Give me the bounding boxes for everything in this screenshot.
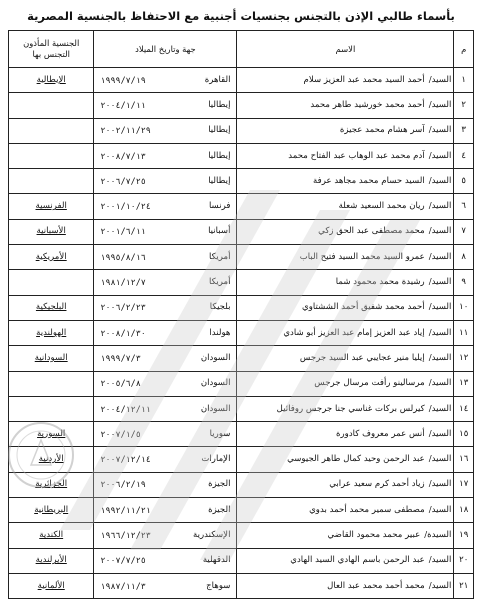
honorific: السيد/ xyxy=(428,428,452,439)
nationality: الأردنية xyxy=(38,454,64,465)
table-row xyxy=(9,270,474,295)
row-name-cell xyxy=(237,194,454,219)
table-row xyxy=(9,68,474,93)
honorific: السيد/ xyxy=(428,403,452,414)
honorific: السيد/ xyxy=(428,150,452,161)
honorific: السيد/ xyxy=(428,99,452,110)
person-name: محمد أحمد محمد عبد العال xyxy=(327,580,425,591)
row-number: ١ xyxy=(454,68,474,93)
row-nationality-cell xyxy=(9,396,94,421)
birth-place: فرنسا xyxy=(208,201,231,212)
row-name-cell xyxy=(237,219,454,244)
row-nationality-cell xyxy=(9,422,94,447)
birth-place: أمريكا xyxy=(208,251,231,262)
birth-place: أمريكا xyxy=(208,277,231,288)
honorific: السيد/ xyxy=(428,555,452,566)
row-name-cell xyxy=(237,472,454,497)
row-birth-cell xyxy=(94,245,237,270)
table-row xyxy=(9,548,474,573)
birth-date: ٢٠٠١/١٠/٢٤ xyxy=(100,201,151,212)
table-row xyxy=(9,169,474,194)
nationality: السورية xyxy=(37,428,66,439)
row-nationality-cell xyxy=(9,523,94,548)
person-name: أنس عمر معروف كادورة xyxy=(336,428,425,439)
honorific: السيد/ xyxy=(428,352,452,363)
row-number: ١٤ xyxy=(454,396,474,421)
nationality: الأيرلندية xyxy=(35,555,67,566)
birth-date: ٢٠٠٤/١٢/١١ xyxy=(100,403,151,414)
birth-date: ٢٠٠١/٦/١١ xyxy=(100,226,146,237)
row-nationality-cell xyxy=(9,573,94,598)
header-num: م xyxy=(454,31,474,68)
roster-table xyxy=(8,30,474,599)
row-name-cell xyxy=(237,346,454,371)
birth-date: ٢٠٠٢/١١/٢٩ xyxy=(100,125,151,136)
row-birth-cell xyxy=(94,422,237,447)
table-row xyxy=(9,194,474,219)
table-header-row xyxy=(9,31,474,68)
birth-date: ١٩٦٦/١٢/٢٣ xyxy=(100,529,151,540)
header-birth: جهة وتاريخ الميلاد xyxy=(94,31,237,68)
row-number: ١٦ xyxy=(454,447,474,472)
row-number: ١٣ xyxy=(454,371,474,396)
person-name: رشيدة محمد محمود شما xyxy=(335,277,425,288)
row-number: ١٨ xyxy=(454,498,474,523)
honorific: السيد/ xyxy=(428,504,452,515)
row-number: ٢ xyxy=(454,93,474,118)
row-birth-cell xyxy=(94,346,237,371)
birth-place: السودان xyxy=(200,378,231,389)
row-number: ١٥ xyxy=(454,422,474,447)
person-name: السيد حسام محمد مجاهد عرفة xyxy=(313,175,425,186)
row-nationality-cell xyxy=(9,194,94,219)
nationality: الأمريكية xyxy=(35,251,67,262)
table-row xyxy=(9,295,474,320)
row-number: ٦ xyxy=(454,194,474,219)
person-name: مرسالينو رأفت مرسال جرجس xyxy=(314,378,425,389)
row-number: ٤ xyxy=(454,143,474,168)
birth-place: سوريا xyxy=(209,428,231,439)
birth-place: الجيزة xyxy=(208,479,231,490)
birth-place: القاهرة xyxy=(204,74,231,85)
row-number: ٧ xyxy=(454,219,474,244)
nationality: الكندية xyxy=(39,529,64,540)
birth-date: ٢٠٠٨/٧/١٣ xyxy=(100,150,146,161)
birth-place: الجيزة xyxy=(208,504,231,515)
nationality: الجزائرية xyxy=(35,479,68,490)
table-row xyxy=(9,371,474,396)
birth-place: سوهاج xyxy=(206,580,231,591)
row-nationality-cell xyxy=(9,320,94,345)
birth-date: ٢٠٠٧/١٢/١٤ xyxy=(100,454,151,465)
row-nationality-cell xyxy=(9,346,94,371)
row-birth-cell xyxy=(94,371,237,396)
person-name: أحمد محمد شفيق أحمد الششتاوي xyxy=(302,302,425,313)
birth-place: هولندا xyxy=(209,327,231,338)
person-name: آسر هشام محمد عجيزة xyxy=(339,125,425,136)
honorific: السيدة/ xyxy=(424,529,452,540)
table-row xyxy=(9,93,474,118)
row-birth-cell xyxy=(94,93,237,118)
birth-place: أسبانيا xyxy=(208,226,231,237)
table-row xyxy=(9,219,474,244)
honorific: السيد/ xyxy=(428,226,452,237)
person-name: زياد أحمد كرم سعيد عرابي xyxy=(329,479,425,490)
row-name-cell xyxy=(237,573,454,598)
row-number: ٥ xyxy=(454,169,474,194)
table-row xyxy=(9,118,474,143)
person-name: آدم محمد عبد الوهاب عبد الفتاح محمد xyxy=(288,150,425,161)
header-name: الاسم xyxy=(237,31,454,68)
table-row xyxy=(9,498,474,523)
row-birth-cell xyxy=(94,118,237,143)
roster-body xyxy=(9,68,474,599)
person-name: إياد عبد العزيز إمام عبد العزيز أبو شادي xyxy=(283,327,425,338)
birth-date: ٢٠٠٦/٧/٢٥ xyxy=(100,175,146,186)
row-nationality-cell xyxy=(9,219,94,244)
honorific: السيد/ xyxy=(428,125,452,136)
birth-place: الدقهلية xyxy=(202,555,231,566)
row-birth-cell xyxy=(94,498,237,523)
table-row xyxy=(9,573,474,598)
honorific: السيد/ xyxy=(428,175,452,186)
birth-date: ٢٠٠٥/٦/٨ xyxy=(100,378,141,389)
nationality: الفرنسية xyxy=(35,201,67,212)
birth-date: ١٩٩٥/٨/١٦ xyxy=(100,251,146,262)
honorific: السيد/ xyxy=(428,201,452,212)
birth-place: السودان xyxy=(200,352,231,363)
person-name: ريان محمد السعيد شعلة xyxy=(338,201,425,212)
birth-date: ٢٠٠٧/٧/٢٥ xyxy=(100,555,146,566)
birth-date: ٢٠٠٨/١/٣٠ xyxy=(100,327,146,338)
row-birth-cell xyxy=(94,270,237,295)
row-name-cell xyxy=(237,143,454,168)
table-row xyxy=(9,245,474,270)
person-name: أحمد محمد خورشيد طاهر محمد xyxy=(310,99,425,110)
table-row xyxy=(9,422,474,447)
honorific: السيد/ xyxy=(428,251,452,262)
row-name-cell xyxy=(237,523,454,548)
row-nationality-cell xyxy=(9,270,94,295)
honorific: السيد/ xyxy=(428,378,452,389)
row-name-cell xyxy=(237,422,454,447)
person-name: أحمد السيد محمد عبد العزيز سلام xyxy=(303,74,425,85)
birth-date: ١٩٨١/١٢/٧ xyxy=(100,277,146,288)
row-nationality-cell xyxy=(9,295,94,320)
row-nationality-cell xyxy=(9,118,94,143)
table-row xyxy=(9,396,474,421)
row-name-cell xyxy=(237,498,454,523)
nationality: الأسبانية xyxy=(36,226,66,237)
nationality: البلجيكية xyxy=(35,302,67,313)
row-nationality-cell xyxy=(9,68,94,93)
birth-date: ١٩٩٩/٧/١٩ xyxy=(100,74,146,85)
row-nationality-cell xyxy=(9,93,94,118)
nationality: السودانية xyxy=(34,352,68,363)
nationality: الألمانية xyxy=(37,580,65,591)
birth-place: إيطاليا xyxy=(208,150,231,161)
row-birth-cell xyxy=(94,573,237,598)
honorific: السيد/ xyxy=(428,327,452,338)
row-nationality-cell xyxy=(9,447,94,472)
row-birth-cell xyxy=(94,194,237,219)
nationality: الإيطالية xyxy=(36,74,66,85)
person-name: مصطفى سمير محمد أحمد بدوي xyxy=(309,504,425,515)
honorific: السيد/ xyxy=(428,74,452,85)
row-name-cell xyxy=(237,371,454,396)
person-name: عبد الرحمن باسم الهادي السيد الهادي xyxy=(290,555,425,566)
person-name: عبير محمد محمود القاضي xyxy=(327,529,421,540)
row-nationality-cell xyxy=(9,169,94,194)
row-number: ٢٠ xyxy=(454,548,474,573)
birth-place: الإمارات xyxy=(201,454,231,465)
row-birth-cell xyxy=(94,169,237,194)
row-number: ٢١ xyxy=(454,573,474,598)
row-birth-cell xyxy=(94,447,237,472)
row-number: ١١ xyxy=(454,320,474,345)
person-name: عبد الرحمن وحيد كمال طاهر الجيوسي xyxy=(287,454,425,465)
birth-place: إيطاليا xyxy=(208,175,231,186)
table-row xyxy=(9,472,474,497)
row-birth-cell xyxy=(94,143,237,168)
birth-place: بلجيكا xyxy=(209,302,231,313)
table-row xyxy=(9,523,474,548)
nationality: البريطانية xyxy=(34,504,69,515)
nationality: الهولندية xyxy=(36,327,67,338)
document-title: بأسماء طالبي الإذن بالتجنس بجنسيات أجنبية مع الاحتفاظ بالجنسية المصرية xyxy=(27,9,455,23)
row-nationality-cell xyxy=(9,548,94,573)
row-nationality-cell xyxy=(9,143,94,168)
person-name: محمد مصطفى عبد الحق زكي xyxy=(318,226,425,237)
honorific: السيد/ xyxy=(428,302,452,313)
row-birth-cell xyxy=(94,68,237,93)
row-birth-cell xyxy=(94,295,237,320)
row-number: ٨ xyxy=(454,245,474,270)
birth-date: ١٩٨٧/١١/٣ xyxy=(100,580,146,591)
honorific: السيد/ xyxy=(428,277,452,288)
row-number: ٩ xyxy=(454,270,474,295)
honorific: السيد/ xyxy=(428,580,452,591)
row-name-cell xyxy=(237,396,454,421)
person-name: كيرلس بركات غناسي جنا جرجس روفائيل xyxy=(276,403,425,414)
row-birth-cell xyxy=(94,548,237,573)
table-row xyxy=(9,346,474,371)
row-number: ٣ xyxy=(454,118,474,143)
honorific: السيد/ xyxy=(428,454,452,465)
birth-place: الإسكندرية xyxy=(192,529,231,540)
birth-date: ٢٠٠٦/٢/٢٣ xyxy=(100,302,146,313)
row-name-cell xyxy=(237,245,454,270)
row-name-cell xyxy=(237,447,454,472)
birth-date: ٢٠٠٤/١/١١ xyxy=(100,99,146,110)
row-nationality-cell xyxy=(9,472,94,497)
row-name-cell xyxy=(237,270,454,295)
person-name: إيليا منير عجايبي عبد السيد جرجس xyxy=(299,352,425,363)
table-row xyxy=(9,320,474,345)
row-birth-cell xyxy=(94,320,237,345)
birth-date: ٢٠٠٦/٢/١٩ xyxy=(100,479,146,490)
row-nationality-cell xyxy=(9,245,94,270)
row-number: ١٠ xyxy=(454,295,474,320)
row-nationality-cell xyxy=(9,371,94,396)
row-birth-cell xyxy=(94,396,237,421)
row-nationality-cell xyxy=(9,498,94,523)
person-name: عمرو السيد محمد السيد فتيح الباب xyxy=(299,251,425,262)
row-number: ١٢ xyxy=(454,346,474,371)
birth-place: إيطاليا xyxy=(208,99,231,110)
row-name-cell xyxy=(237,93,454,118)
row-name-cell xyxy=(237,320,454,345)
row-number: ١٧ xyxy=(454,472,474,497)
row-name-cell xyxy=(237,295,454,320)
row-name-cell xyxy=(237,68,454,93)
birth-place: السودان xyxy=(200,403,231,414)
row-birth-cell xyxy=(94,219,237,244)
row-name-cell xyxy=(237,118,454,143)
birth-date: ١٩٩٩/٧/٣ xyxy=(100,352,141,363)
row-birth-cell xyxy=(94,523,237,548)
birth-place: إيطاليا xyxy=(208,125,231,136)
birth-date: ١٩٩٢/١١/٢١ xyxy=(100,504,151,515)
table-row xyxy=(9,447,474,472)
row-birth-cell xyxy=(94,472,237,497)
honorific: السيد/ xyxy=(428,479,452,490)
row-number: ١٩ xyxy=(454,523,474,548)
row-name-cell xyxy=(237,548,454,573)
row-name-cell xyxy=(237,169,454,194)
header-nationality: الجنسية المأذون التجنس بها xyxy=(9,31,94,68)
birth-date: ٢٠٠٧/١/٥ xyxy=(100,428,141,439)
table-row xyxy=(9,143,474,168)
